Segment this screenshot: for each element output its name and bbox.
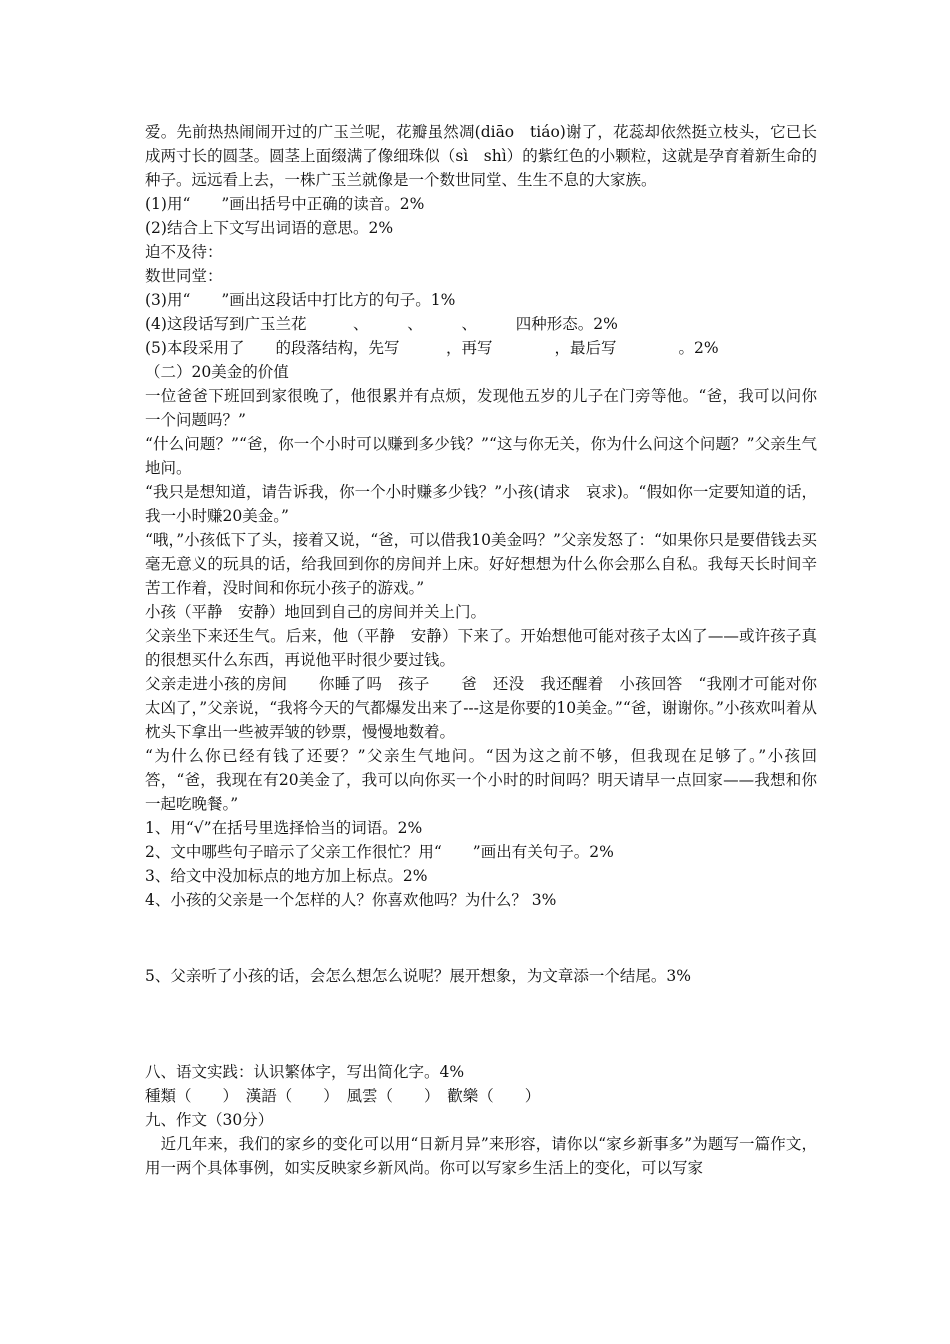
section-title: 八、语文实践：认识繁体字，写出简化字。4% <box>145 1063 465 1081</box>
section-title: （二）20美金的价值 <box>145 363 289 381</box>
question-line: (2)结合上下文写出词语的意思。2% <box>145 219 394 237</box>
question-line: (5)本段采用了 的段落结构，先写 ，再写 ，最后写 。2% <box>145 339 719 357</box>
story-paragraph: 父亲走进小孩的房间 你睡了吗 孩子 爸 还没 我还醒着 小孩回答 “我刚才可能对你太凶了，”父亲说，“我将今天的气都爆发出来了---这是你要的10美金。”“爸，谢谢你。”小孩欢叫着从枕头下拿出一些被弄皱的钞票，慢慢地数着。 <box>145 675 817 741</box>
story-paragraph: “为什么你已经有钱了还要？”父亲生气地问。“因为这之前不够，但我现在足够了。”小孩回答，“爸，我现在有20美金了，我可以向你买一个小时的时间吗？明天请早一点回家——我想和你一起吃晚餐。” <box>145 747 817 813</box>
question-line: 3、给文中没加标点的地方加上标点。2% <box>145 867 428 885</box>
passage-paragraph: 爱。先前热热闹闹开过的广玉兰呢，花瓣虽然凋(diāo tiáo)谢了，花蕊却依然挺立枝头，它已长成两寸长的圆茎。圆茎上面缀满了像细珠似（sì shì）的紫红色的小颗粒，这就是孕育着新生命的种子。远远看上去，一株广玉兰就像是一个数世同堂、生生不息的大家族。 <box>145 123 817 189</box>
question-line: 迫不及待： <box>145 243 223 261</box>
story-paragraph: 小孩（平静 安静）地回到自己的房间并关上门。 <box>145 603 487 621</box>
section-title: 九、作文（30分） <box>145 1111 274 1129</box>
answer-space <box>145 988 817 1060</box>
question-line: (3)用“ ”画出这段话中打比方的句子。1% <box>145 291 456 309</box>
essay-prompt: 近几年来，我们的家乡的变化可以用“日新月异”来形容，请你以“家乡新事多”为题写一篇作文，用一两个具体事例，如实反映家乡新风尚。你可以写家乡生活上的变化，可以写家 <box>145 1135 817 1177</box>
question-line: (1)用“ ”画出括号中正确的读音。2% <box>145 195 425 213</box>
document-content <box>145 120 817 1180</box>
answer-space <box>145 912 817 964</box>
story-paragraph: 一位爸爸下班回到家很晚了，他很累并有点烦，发现他五岁的儿子在门旁等他。“爸，我可以问你一个问题吗？” <box>145 387 817 429</box>
question-line: 2、文中哪些句子暗示了父亲工作很忙？用“ ”画出有关句子。2% <box>145 843 614 861</box>
traditional-characters-line: 種類（ ） 漢語（ ） 風雲（ ） 歡樂（ ） <box>145 1087 541 1105</box>
question-line: 数世同堂： <box>145 267 223 285</box>
story-paragraph: “哦，”小孩低下了头，接着又说，“爸，可以借我10美金吗？”父亲发怒了：“如果你只是要借钱去买毫无意义的玩具的话，给我回到你的房间并上床。好好想想为什么你会那么自私。我每天长时间辛苦工作着，没时间和你玩小孩子的游戏。” <box>145 531 817 597</box>
story-paragraph: “我只是想知道，请告诉我，你一个小时赚多少钱？”小孩(请求 哀求)。“假如你一定要知道的话，我一小时赚20美金。” <box>145 483 817 525</box>
question-line: 1、用“√”在括号里选择恰当的词语。2% <box>145 819 423 837</box>
question-line: (4)这段话写到广玉兰花 、 、 、 四种形态。2% <box>145 315 618 333</box>
question-line: 5、父亲听了小孩的话，会怎么想怎么说呢？展开想象，为文章添一个结尾。3% <box>145 967 691 985</box>
story-paragraph: “什么问题？”“爸，你一个小时可以赚到多少钱？”“这与你无关，你为什么问这个问题？”父亲生气地问。 <box>145 435 817 477</box>
story-paragraph: 父亲坐下来还生气。后来，他（平静 安静）下来了。开始想他可能对孩子太凶了——或许孩子真的很想买什么东西，再说他平时很少要过钱。 <box>145 627 817 669</box>
question-line: 4、小孩的父亲是一个怎样的人？你喜欢他吗？为什么？ 3% <box>145 891 557 909</box>
